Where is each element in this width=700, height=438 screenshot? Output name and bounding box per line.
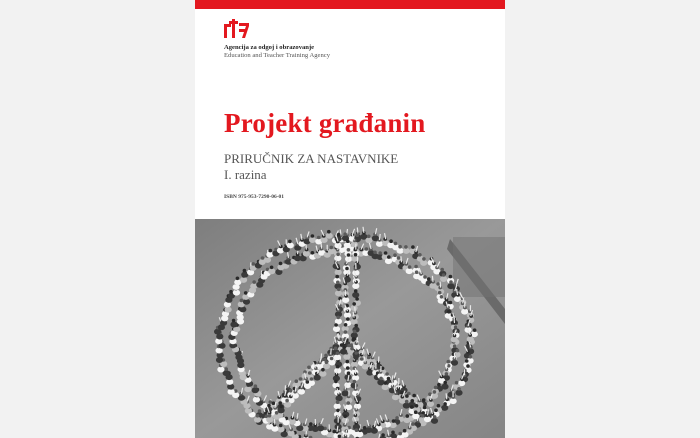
publisher-name-en: Education and Teacher Training Agency <box>224 52 330 59</box>
crowd-peace-sign-photo <box>195 219 505 438</box>
cover-top-bar <box>195 0 505 9</box>
cover-level: I. razina <box>224 167 267 182</box>
cover-subtitle: PRIRUČNIK ZA NASTAVNIKE <box>224 151 399 166</box>
publisher-name-hr: Agencija za odgoj i obrazovanje <box>224 44 315 51</box>
cover-isbn: ISBN 975-953-7290-06-01 <box>224 194 285 200</box>
crowd-photo-drawing <box>195 219 505 438</box>
book-cover <box>195 0 505 438</box>
publisher-name <box>224 44 330 60</box>
ato-logo-icon <box>224 19 250 38</box>
cover-title: Projekt građanin <box>224 108 426 138</box>
